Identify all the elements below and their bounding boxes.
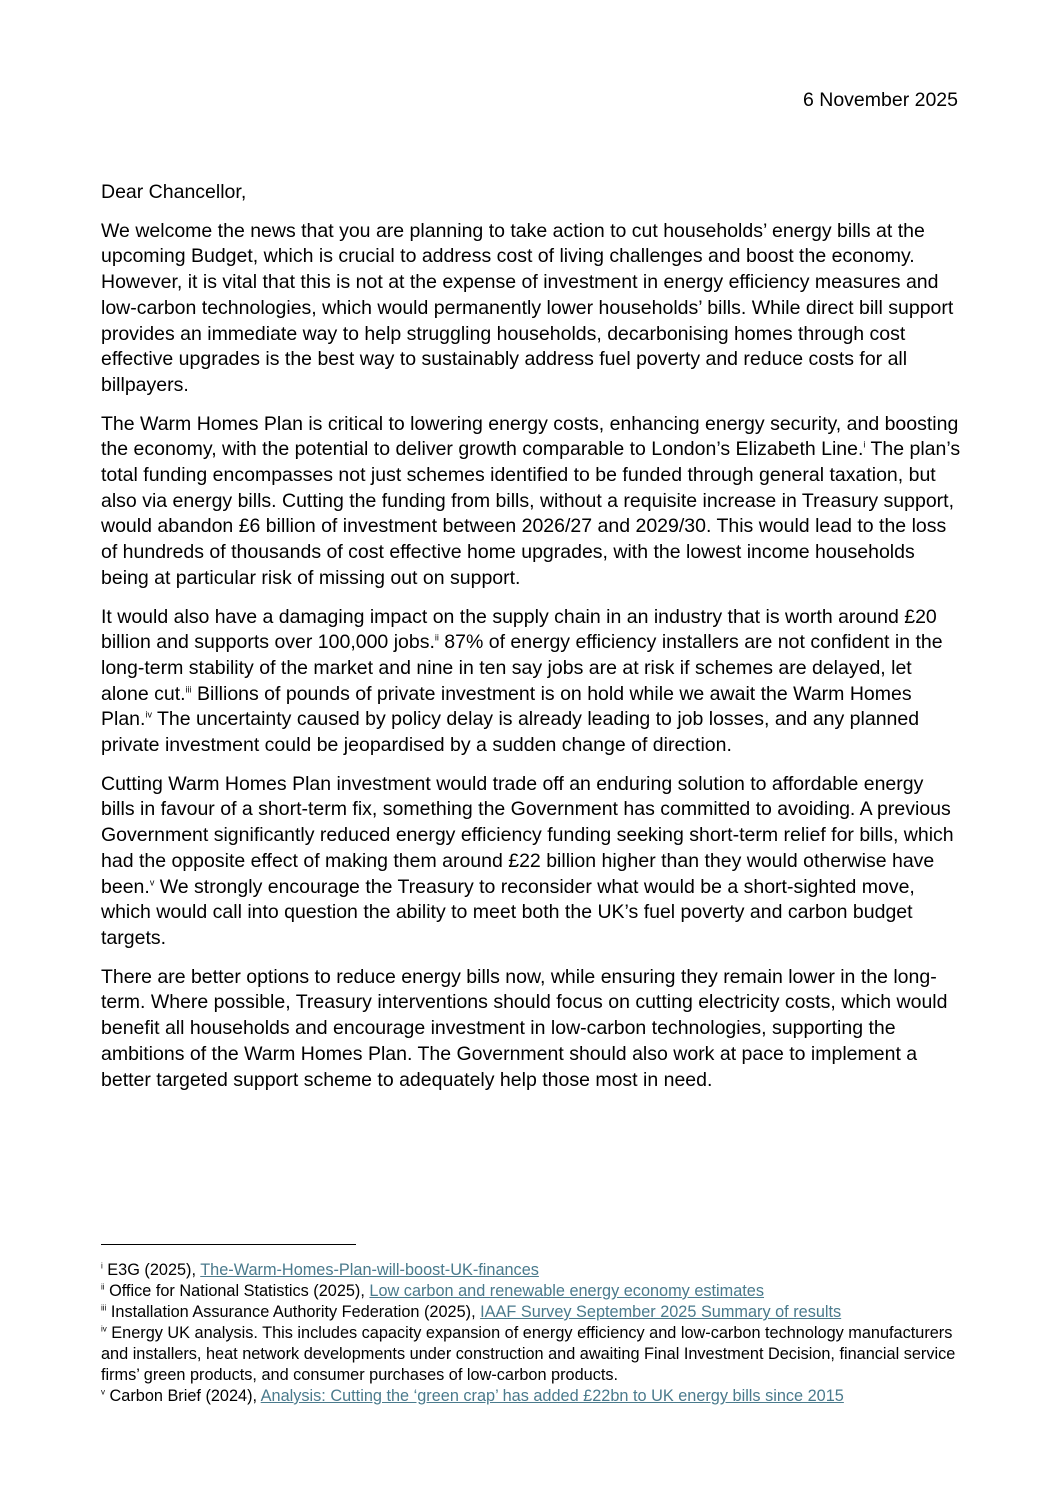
footnote-divider (101, 1244, 356, 1245)
footnote-i (101, 1260, 961, 1281)
footnote-marker: ii (101, 1282, 105, 1292)
paragraph-4-text-a: Cutting Warm Homes Plan investment would trade off an enduring solution to affordable energy bills in favour of a short-term fix, something the Government has committed to avoiding. A previous Government significantly reduced energy efficiency funding seeking short-term relief for bills, which had the opposite effect of making them around £22 billion higher than they would otherwise have been. (101, 772, 954, 898)
paragraph-4 (101, 772, 961, 952)
footnote-text: Energy UK analysis. This includes capacity expansion of energy efficiency and low-carbon technology manufacturers and installers, heat network developments under construction and awaiting Final Investment Decision, financial service firms’ green products, and consumer purchases of low-carbon products. (101, 1324, 956, 1384)
footnote-marker: iii (101, 1303, 107, 1313)
footnote-ii (101, 1281, 961, 1302)
footnote-source: Installation Assurance Authority Federation (2025), (106, 1303, 481, 1321)
footnote-source: Carbon Brief (2024), (105, 1387, 261, 1405)
footnote-link-ons[interactable]: Low carbon and renewable energy economy estimates (369, 1282, 765, 1300)
footnote-ref-v[interactable]: v (149, 877, 155, 888)
footnote-iv (101, 1323, 961, 1386)
paragraph-4-text-b: We strongly encourage the Treasury to reconsider what would be a short-sighted move, which would call into question the ability to meet both the UK’s fuel poverty and carbon budget targets. (101, 875, 915, 949)
footnote-source: E3G (2025), (102, 1261, 201, 1279)
footnote-link-carbon-brief[interactable]: Analysis: Cutting the ‘green crap’ has added £22bn to UK energy bills since 2015 (260, 1387, 844, 1405)
footnote-marker: iv (101, 1324, 107, 1334)
footnote-marker: v (101, 1387, 105, 1397)
paragraph-5: There are better options to reduce energy bills now, while ensuring they remain lower in the long-term. Where possible, Treasury interventions should focus on cutting electricity costs, which would benefit all households and encourage investment in low-carbon technologies, supporting the ambitions of the Warm Homes Plan. The Government should also work at pace to implement a better targeted support scheme to adequately help those most in need. (101, 965, 948, 1091)
letter-body (101, 180, 961, 1106)
paragraph-3-text-c: Billions of pounds of private investment is on hold while we await the Warm Homes Plan. (101, 682, 912, 731)
paragraph-3-text-d: The uncertainty caused by policy delay is already leading to job losses, and any planned private investment could be jeopardised by a sudden change of direction. (101, 708, 920, 757)
paragraph-2 (101, 412, 961, 592)
footnote-ref-ii[interactable]: ii (434, 632, 439, 643)
footnote-ref-iv[interactable]: iv (145, 709, 152, 720)
footnote-iii (101, 1302, 961, 1323)
letter-date: 6 November 2025 (802, 89, 958, 111)
paragraph-3 (101, 605, 961, 759)
paragraph-2-text-b: The plan’s total funding encompasses not just schemes identified to be funded through general taxation, but also via energy bills. Cutting the funding from bills, without a requisite increase in Treasury support, would abandon £6 billion of investment between 2026/27 and 2029/30. This would lead to the loss of hundreds of thousands of cost effective home upgrades, with the lowest income households being at particular risk of missing out on support. (101, 438, 961, 589)
paragraph-3-text-a: It would also have a damaging impact on the supply chain in an industry that is worth around £20 billion and supports over 100,000 jobs. (101, 605, 937, 654)
footnote-link-e3g[interactable]: The-Warm-Homes-Plan-will-boost-UK-finances (200, 1261, 539, 1279)
paragraph-2-text-a: The Warm Homes Plan is critical to lowering energy costs, enhancing energy security, and boosting the economy, with the potential to deliver growth comparable to London’s Elizabeth Line. (101, 412, 959, 461)
footnote-link-iaaf[interactable]: IAAF Survey September 2025 Summary of results (480, 1303, 842, 1321)
salutation: Dear Chancellor, (101, 181, 247, 203)
footnotes (101, 1260, 961, 1407)
footnote-source: Office for National Statistics (2025), (104, 1282, 370, 1300)
paragraph-3-text-b: 87% of energy efficiency installers are not confident in the long-term stability of the market and nine in ten say jobs are at risk if schemes are delayed, let alone cut. (101, 631, 943, 705)
footnote-ref-iii[interactable]: iii (185, 684, 192, 695)
paragraph-1: We welcome the news that you are planning to take action to cut households’ energy bills at the upcoming Budget, which is crucial to address cost of living challenges and boost the economy. However, it is vital that this is not at the expense of investment in energy efficiency measures and low-carbon technologies, which would permanently lower households’ bills. While direct bill support provides an immediate way to help struggling households, decarbonising homes through cost effective upgrades is the best way to sustainably address fuel poverty and reduce costs for all billpayers. (101, 219, 954, 396)
footnote-marker: i (101, 1261, 103, 1271)
footnote-ref-i[interactable]: i (863, 439, 866, 450)
footnote-v (101, 1386, 961, 1407)
